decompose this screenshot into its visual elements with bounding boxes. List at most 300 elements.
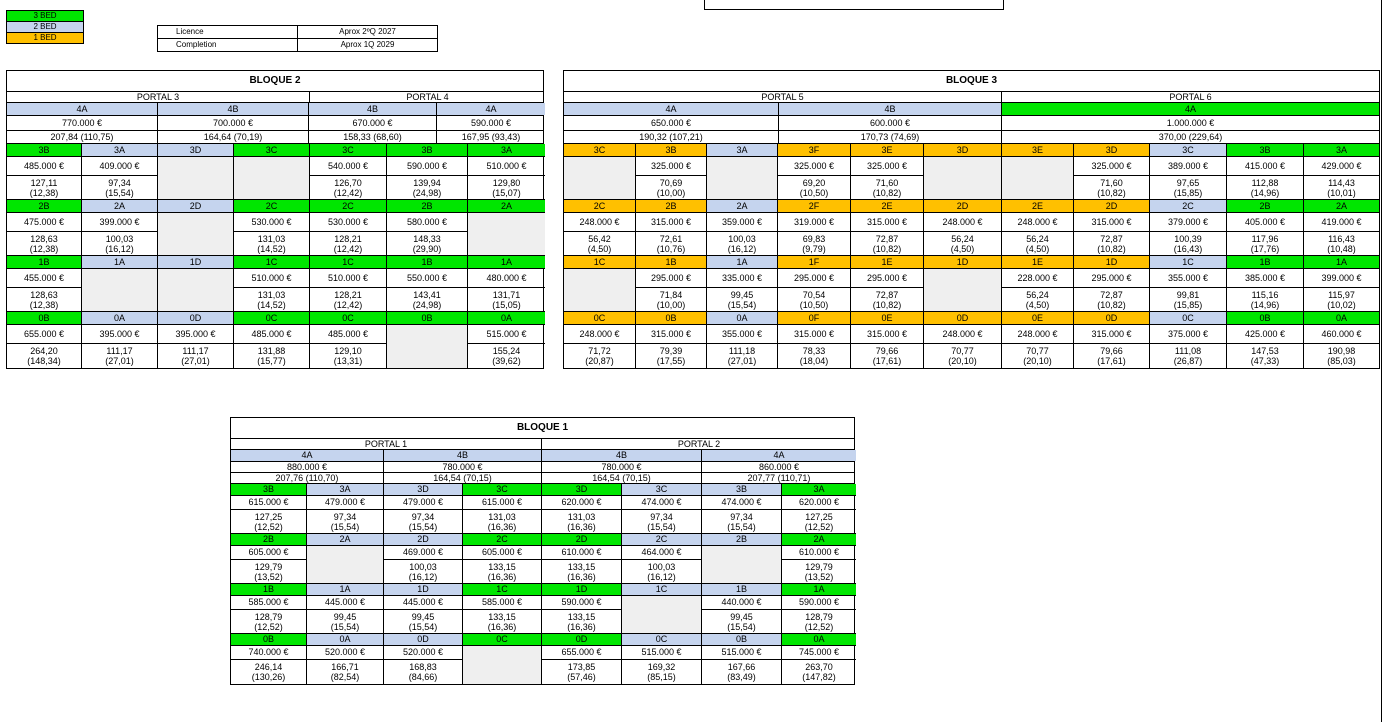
unit-area-built: 127,11	[30, 177, 58, 188]
unit-code: 0E	[1002, 312, 1073, 325]
unit-area	[1150, 176, 1226, 200]
unit-area	[1227, 288, 1303, 312]
unit-column	[468, 144, 545, 368]
unit-column	[782, 484, 856, 684]
unit-price: 540.000 €	[310, 157, 386, 176]
unit-price: 605.000 €	[231, 546, 306, 560]
unit-area-built: 99,45	[333, 611, 357, 622]
unit-area	[924, 344, 1001, 368]
unit-price: 550.000 €	[387, 269, 467, 288]
unit-code: 2D	[1074, 200, 1149, 213]
unit-area-terrace: (12,38)	[29, 299, 59, 310]
penthouse-price: 770.000 €	[7, 116, 158, 130]
unit-area-terrace: (17,55)	[656, 356, 686, 366]
unit-price: 655.000 €	[7, 325, 81, 344]
unit-area-terrace: (10,50)	[799, 299, 829, 310]
unit-area-terrace: (15,54)	[727, 621, 756, 632]
unit-price: 248.000 €	[1002, 213, 1073, 232]
unit-area	[234, 288, 309, 312]
penthouse-code: 4A	[437, 103, 545, 115]
unit-area-built: 97,34	[650, 511, 673, 522]
unit-area-terrace: (85,15)	[647, 672, 676, 682]
unit-area-built: 70,69	[659, 177, 683, 188]
legend-2bed: 2 BED	[7, 22, 83, 33]
penthouse-code: 4B	[309, 103, 437, 115]
unit-code: 3C	[234, 144, 309, 157]
portal-label: PORTAL 1	[231, 439, 542, 449]
unit-code: 3B	[636, 144, 706, 157]
unit-area	[542, 610, 621, 634]
unit-code: 2B	[636, 200, 706, 213]
unit-area	[1074, 176, 1149, 200]
unit-price: 615.000 €	[463, 496, 541, 510]
unit-area-built: 167,66	[727, 662, 756, 672]
unit-code: 1A	[1304, 256, 1379, 269]
legend-3bed: 3 BED	[7, 11, 83, 22]
unit-code: 0F	[778, 312, 850, 325]
unit-area-terrace: (10,02)	[1327, 299, 1356, 310]
unit-code: 1D	[542, 584, 621, 596]
unit-code: 3A	[307, 484, 383, 496]
unit-price: 295.000 €	[851, 269, 923, 288]
unit-code: 1D	[384, 584, 462, 596]
unit-area-built: 99,45	[730, 289, 754, 300]
unit-area	[564, 232, 635, 256]
unit-price: 485.000 €	[7, 157, 81, 176]
unit-price: 325.000 €	[636, 157, 706, 176]
unit-price: 530.000 €	[234, 213, 309, 232]
unit-area-terrace: (13,31)	[333, 356, 363, 366]
unit-price: 389.000 €	[1150, 157, 1226, 176]
unit-area-built: 126,70	[334, 177, 362, 188]
unit-area	[1074, 288, 1149, 312]
penthouse-price: 590.000 €	[470, 118, 512, 128]
unit-area-built: 116,43	[1328, 233, 1355, 244]
unit-area	[564, 344, 635, 368]
unit-code: 2D	[384, 534, 462, 546]
unit-area-terrace: (16,36)	[567, 621, 596, 632]
unit-area-built: 97,34	[730, 511, 753, 522]
unit-area	[82, 176, 157, 200]
unit-area-built: 100,39	[1174, 233, 1202, 244]
unit-area	[636, 288, 706, 312]
unit-column	[387, 144, 468, 368]
unit-area-terrace: (15,54)	[408, 521, 438, 532]
unit-area-terrace: (4,50)	[587, 243, 612, 254]
unit-price: 620.000 €	[782, 496, 856, 510]
unit-area-built: 111,08	[1174, 346, 1202, 356]
unit-code: 0B	[702, 634, 781, 646]
unit-area	[7, 344, 81, 368]
unit-price: 315.000 €	[636, 213, 706, 232]
unit-column	[82, 144, 158, 368]
unit-area-terrace: (10,82)	[872, 187, 902, 198]
unit-area	[1227, 176, 1303, 200]
unit-area	[1304, 232, 1379, 256]
unit-area	[622, 510, 701, 534]
unit-code: 3C	[1150, 144, 1226, 157]
unit-area-built: 155,24	[492, 346, 521, 356]
unit-code: 0B	[387, 312, 467, 325]
unit-price: 319.000 €	[778, 213, 850, 232]
unit-column	[622, 484, 702, 684]
penthouse-area: 207,84 (110,75)	[7, 131, 158, 143]
penthouse-area: 164,54 (70,15)	[542, 473, 702, 483]
unit-price: 315.000 €	[778, 325, 850, 344]
unit-code: 1A	[782, 584, 856, 596]
unit-code: 2E	[1002, 200, 1073, 213]
unit-column	[636, 144, 707, 368]
unit-price: 379.000 €	[1150, 213, 1226, 232]
unit-unavailable	[468, 213, 545, 256]
unit-code: 2A	[707, 200, 777, 213]
units-grid	[564, 144, 1379, 368]
unit-area	[1150, 288, 1226, 312]
unit-price: 445.000 €	[384, 596, 462, 610]
unit-code: 0B	[7, 312, 81, 325]
unit-area-terrace: (10,82)	[1097, 299, 1126, 310]
unit-area-terrace: (84,66)	[408, 672, 438, 682]
unit-area-terrace: (10,82)	[872, 243, 902, 254]
unit-area-built: 99,45	[411, 611, 435, 622]
unit-area-built: 133,15	[567, 561, 596, 572]
unit-unavailable	[707, 157, 777, 200]
unit-area-built: 128,79	[254, 611, 283, 622]
unit-area	[1304, 344, 1379, 368]
unit-code: 3E	[1002, 144, 1073, 157]
unit-price: 385.000 €	[1227, 269, 1303, 288]
unit-price: 585.000 €	[463, 596, 541, 610]
unit-code: 0A	[307, 634, 383, 646]
unit-area-built: 100,03	[728, 233, 756, 244]
penthouse-area: 207,76 (110,70)	[231, 473, 384, 483]
unit-price: 610.000 €	[542, 546, 621, 560]
unit-area-built: 71,60	[1100, 177, 1123, 188]
unit-area-terrace: (24,98)	[412, 299, 442, 310]
unit-code: 3A	[468, 144, 545, 157]
unit-code: 1F	[778, 256, 850, 269]
unit-price: 620.000 €	[542, 496, 621, 510]
unit-price: 325.000 €	[778, 157, 850, 176]
unit-area-terrace: (10,82)	[1097, 243, 1126, 254]
unit-area-built: 100,03	[647, 561, 676, 572]
unit-code: 0A	[707, 312, 777, 325]
unit-area	[924, 232, 1001, 256]
block-1	[6, 70, 544, 369]
unit-code: 3E	[851, 144, 923, 157]
unit-code: 0D	[924, 312, 1001, 325]
unit-price: 479.000 €	[307, 496, 383, 510]
portal-label: PORTAL 2	[677, 439, 721, 449]
unit-column	[1002, 144, 1074, 368]
unit-price: 315.000 €	[851, 325, 923, 344]
unit-area-terrace: (15,54)	[330, 621, 360, 632]
unit-area-built: 131,88	[257, 346, 286, 356]
unit-area	[851, 232, 923, 256]
unit-price: 315.000 €	[636, 325, 706, 344]
unit-code: 0A	[782, 634, 856, 646]
unit-code: 1C	[564, 256, 635, 269]
unit-area-built: 111,18	[728, 346, 756, 356]
unit-unavailable	[307, 546, 383, 584]
unit-price: 520.000 €	[307, 646, 383, 660]
unit-area-terrace: (16,36)	[567, 571, 596, 582]
unit-area	[231, 610, 306, 634]
unit-unavailable	[622, 596, 701, 634]
portal-label: PORTAL 5	[564, 92, 1002, 102]
unit-area-built: 97,65	[1176, 177, 1200, 188]
unit-area-terrace: (16,12)	[408, 571, 438, 582]
penthouse-area: 158,33 (68,60)	[309, 131, 437, 143]
unit-area-built: 128,63	[30, 289, 58, 300]
unit-price: 464.000 €	[622, 546, 701, 560]
penthouse-code: 4B	[779, 103, 1002, 115]
unit-code: 2B	[1227, 200, 1303, 213]
unit-price: 409.000 €	[82, 157, 157, 176]
unit-area-built: 246,14	[254, 662, 283, 672]
block-3	[230, 417, 855, 685]
unit-code: 1D	[158, 256, 233, 269]
unit-code: 0C	[1150, 312, 1226, 325]
unit-area	[782, 510, 856, 534]
unit-code: 1E	[851, 256, 923, 269]
unit-price: 399.000 €	[82, 213, 157, 232]
unit-code: 3B	[387, 144, 467, 157]
unit-area-terrace: (82,54)	[330, 672, 360, 682]
unit-area-built: 117,96	[1251, 233, 1279, 244]
block-title: BLOQUE 3	[564, 71, 1379, 92]
unit-area-built: 139,94	[413, 177, 441, 188]
unit-area	[782, 660, 856, 684]
unit-area-terrace: (14,52)	[257, 243, 286, 254]
unit-area	[778, 344, 850, 368]
unit-area-built: 71,84	[659, 289, 683, 300]
unit-area	[7, 232, 81, 256]
unit-area	[1074, 344, 1149, 368]
unit-area	[231, 660, 306, 684]
unit-unavailable	[158, 213, 233, 256]
unit-code: 2F	[778, 200, 850, 213]
unit-code: 3B	[7, 144, 81, 157]
unit-unavailable	[82, 269, 157, 312]
unit-price: 375.000 €	[1150, 325, 1226, 344]
unit-area	[468, 344, 545, 368]
unit-column	[310, 144, 387, 368]
unit-price: 315.000 €	[1074, 213, 1149, 232]
unit-area-terrace: (16,12)	[105, 243, 134, 254]
penthouse-price-row	[564, 116, 1379, 131]
unit-code: 1D	[1074, 256, 1149, 269]
block-2	[563, 70, 1380, 369]
unit-area	[310, 288, 386, 312]
unit-area-terrace: (10,01)	[1327, 187, 1356, 198]
unit-area	[387, 176, 467, 200]
unit-code: 3C	[463, 484, 541, 496]
unit-area-built: 56,24	[951, 233, 974, 244]
block-title: BLOQUE 2	[7, 71, 543, 92]
unit-area	[636, 176, 706, 200]
penthouse-price: 1.000.000 €	[1166, 118, 1215, 128]
unit-code: 2B	[7, 200, 81, 213]
unit-area-terrace: (4,50)	[1025, 243, 1050, 254]
unit-area	[231, 510, 306, 534]
unit-area-terrace: (27,01)	[105, 356, 134, 366]
unit-area	[7, 176, 81, 200]
unit-code: 2A	[307, 534, 383, 546]
unit-area-built: 131,71	[492, 289, 521, 300]
unit-area-built: 72,61	[659, 233, 683, 244]
unit-column	[1150, 144, 1227, 368]
unit-area-built: 131,03	[257, 289, 286, 300]
unit-area	[1150, 344, 1226, 368]
unit-price: 455.000 €	[7, 269, 81, 288]
penthouse-area-row	[564, 131, 1379, 144]
unit-area-built: 111,17	[182, 346, 209, 356]
unit-area-built: 99,45	[730, 611, 753, 622]
unit-area-terrace: (14,52)	[257, 299, 286, 310]
unit-unavailable	[234, 157, 309, 200]
unit-column	[564, 144, 636, 368]
unit-code: 1C	[310, 256, 386, 269]
unit-area-terrace: (24,98)	[412, 187, 442, 198]
unit-column	[7, 144, 82, 368]
unit-unavailable	[924, 269, 1001, 312]
unit-price: 295.000 €	[778, 269, 850, 288]
unit-area	[702, 610, 781, 634]
licence-label: Licence	[158, 26, 298, 38]
unit-price: 335.000 €	[707, 269, 777, 288]
unit-code: 1B	[231, 584, 306, 596]
unit-price: 515.000 €	[622, 646, 701, 660]
unit-area	[307, 660, 383, 684]
unit-area	[384, 510, 462, 534]
completion-row	[158, 39, 437, 51]
unit-area-terrace: (18,04)	[799, 356, 829, 366]
penthouse-price: 780.000 €	[384, 462, 542, 472]
unit-area-built: 100,03	[105, 233, 134, 244]
unit-price: 515.000 €	[702, 646, 781, 660]
unit-area-terrace: (57,46)	[567, 672, 596, 682]
unit-area-built: 128,21	[334, 289, 362, 300]
unit-code: 3D	[158, 144, 233, 157]
unit-area	[7, 288, 81, 312]
unit-code: 1C	[1150, 256, 1226, 269]
unit-area-built: 56,42	[588, 233, 611, 244]
unit-area	[1074, 232, 1149, 256]
penthouse-code: 4A	[7, 103, 158, 115]
penthouse-price-row	[7, 116, 543, 131]
unit-area-built: 147,53	[1251, 346, 1279, 356]
unit-area-terrace: (4,50)	[1025, 299, 1050, 310]
unit-area-terrace: (13,52)	[254, 571, 283, 582]
unit-code: 1A	[468, 256, 545, 269]
unit-area-terrace: (4,50)	[950, 243, 975, 254]
unit-code: 3B	[702, 484, 781, 496]
unit-code: 0D	[542, 634, 621, 646]
unit-column	[707, 144, 778, 368]
unit-area-terrace: (85,03)	[1327, 356, 1356, 366]
unit-code: 2C	[310, 200, 386, 213]
unit-area	[463, 560, 541, 584]
unit-area-terrace: (10,00)	[656, 299, 686, 310]
unit-area-built: 129,79	[254, 561, 283, 572]
unit-code: 3B	[1227, 144, 1303, 157]
unit-column	[1227, 144, 1304, 368]
unit-area-terrace: (16,36)	[487, 521, 517, 532]
unit-area-built: 97,34	[108, 177, 131, 188]
penthouse-price-row	[231, 462, 854, 473]
unit-code: 1D	[924, 256, 1001, 269]
unit-area	[707, 232, 777, 256]
unit-area	[463, 510, 541, 534]
unit-area	[707, 344, 777, 368]
unit-area-terrace: (15,54)	[647, 521, 676, 532]
unit-area-built: 115,16	[1251, 289, 1279, 300]
unit-area	[234, 344, 309, 368]
unit-code: 0B	[1227, 312, 1303, 325]
unit-code: 3D	[542, 484, 621, 496]
unit-area-built: 131,03	[567, 511, 596, 522]
unit-area-built: 111,17	[106, 346, 133, 356]
block-title: BLOQUE 1	[231, 418, 854, 439]
unit-price: 469.000 €	[384, 546, 462, 560]
unit-price: 248.000 €	[564, 213, 635, 232]
unit-area-built: 131,03	[488, 511, 516, 522]
unit-area	[310, 176, 386, 200]
unit-code: 0B	[231, 634, 306, 646]
unit-code: 1C	[463, 584, 541, 596]
unit-code: 3A	[82, 144, 157, 157]
penthouse-code: 4B	[158, 103, 309, 115]
unit-area-built: 56,24	[1026, 233, 1049, 244]
unit-column	[851, 144, 924, 368]
unit-area-terrace: (9,79)	[802, 243, 826, 254]
unit-area-terrace: (130,26)	[251, 672, 286, 682]
unit-code: 3B	[231, 484, 306, 496]
unit-column	[924, 144, 1002, 368]
unit-area-built: 133,15	[567, 611, 596, 622]
unit-area-built: 72,87	[875, 233, 899, 244]
unit-area	[384, 610, 462, 634]
portal-row	[231, 439, 854, 450]
unit-unavailable	[702, 546, 781, 584]
unit-area-built: 78,33	[802, 346, 826, 356]
unit-area-built: 173,85	[567, 662, 596, 672]
unit-area	[387, 288, 467, 312]
unit-price: 580.000 €	[387, 213, 467, 232]
unit-area	[468, 288, 545, 312]
unit-area	[310, 344, 386, 368]
unit-code: 1A	[707, 256, 777, 269]
unit-column	[542, 484, 622, 684]
unit-code: 0C	[234, 312, 309, 325]
penthouse-area: 170,73 (74,69)	[779, 131, 1002, 143]
unit-area-built: 69,20	[802, 177, 826, 188]
portal-label: PORTAL 4	[406, 92, 449, 102]
unit-area-built: 70,77	[951, 346, 974, 356]
unit-area-built: 97,34	[333, 511, 357, 522]
unit-area	[387, 232, 467, 256]
unit-unavailable	[158, 269, 233, 312]
penthouse-price: 670.000 €	[309, 116, 437, 130]
top-box	[704, 0, 1004, 10]
unit-code: 1C	[234, 256, 309, 269]
unit-price: 655.000 €	[542, 646, 621, 660]
unit-area-terrace: (20,10)	[1023, 356, 1052, 366]
unit-price: 405.000 €	[1227, 213, 1303, 232]
unit-area	[1304, 176, 1379, 200]
penthouse-code: 4A	[231, 450, 384, 461]
